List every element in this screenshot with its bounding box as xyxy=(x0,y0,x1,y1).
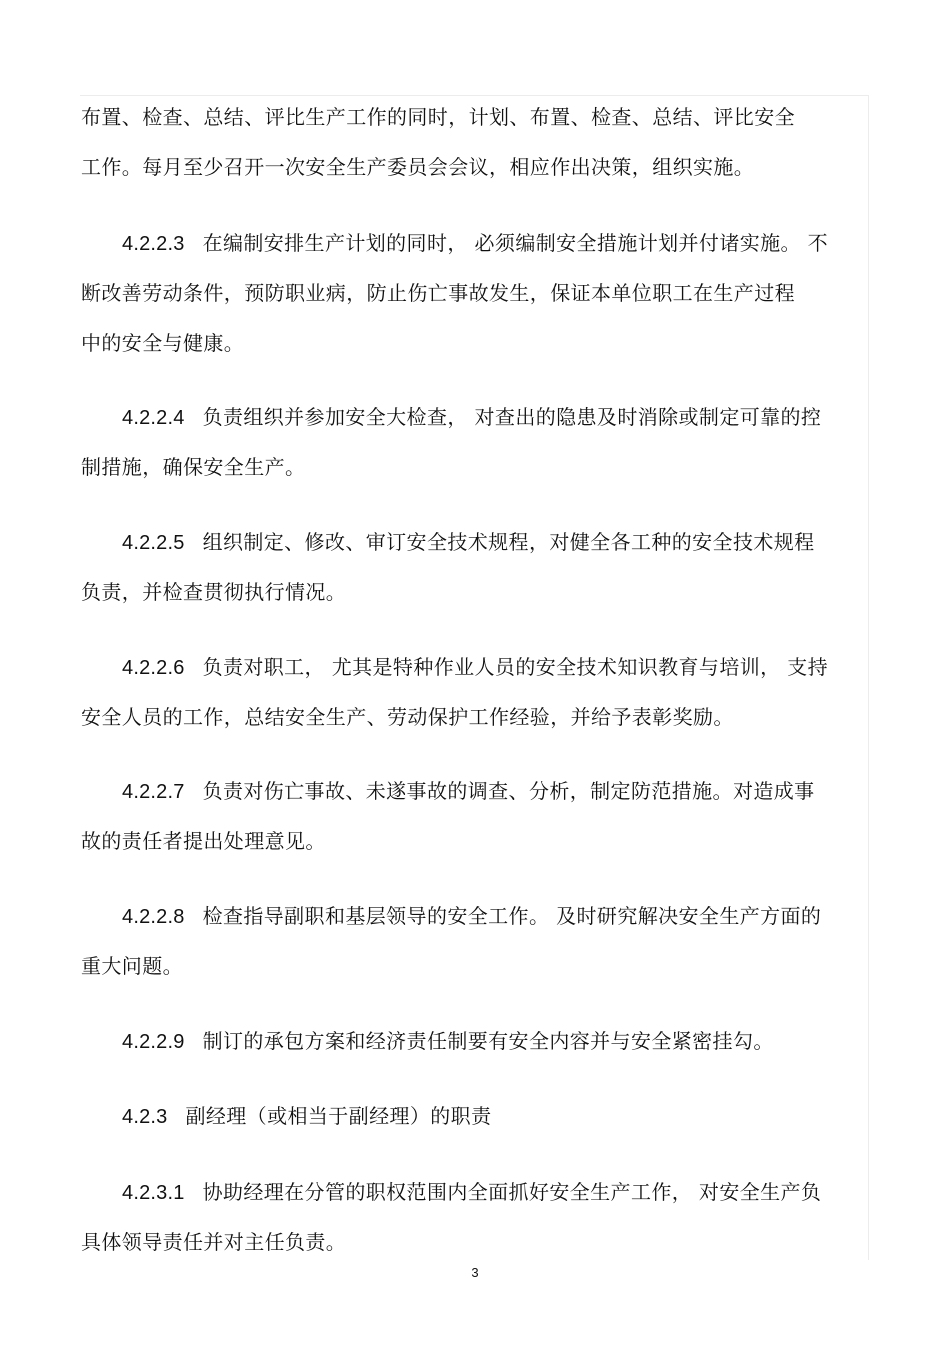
text-line: 安全人员的工作，总结安全生产、劳动保护工作经验，并给予表彰奖励。 xyxy=(81,705,734,729)
clause-number: 4.2.2.4 xyxy=(122,407,185,429)
clause-number: 4.2.2.6 xyxy=(122,657,185,679)
text-line: 重大问题。 xyxy=(81,954,183,978)
text-line: 布置、检查、总结、评比生产工作的同时，计划、布置、检查、总结、评比安全 xyxy=(81,105,795,129)
section-heading-4-2-3: 4.2.3 副经理（或相当于副经理）的职责 xyxy=(122,1104,492,1128)
clause-4-2-3-1: 4.2.3.1 协助经理在分管的职权范围内全面抓好安全生产工作， 对安全生产负 xyxy=(122,1180,822,1204)
clause-number: 4.2.3.1 xyxy=(122,1182,185,1204)
clause-4-2-2-4: 4.2.2.4 负责组织并参加安全大检查， 对查出的隐患及时消除或制定可靠的控 xyxy=(122,405,822,429)
clause-number: 4.2.2.5 xyxy=(122,532,185,554)
clause-number: 4.2.2.8 xyxy=(122,906,185,928)
clause-number: 4.2.2.9 xyxy=(122,1031,185,1053)
text-line: 断改善劳动条件，预防职业病，防止伤亡事故发生，保证本单位职工在生产过程 xyxy=(81,281,795,305)
text-line: 工作。每月至少召开一次安全生产委员会会议，相应作出决策，组织实施。 xyxy=(81,155,755,179)
text-line: 负责，并检查贯彻执行情况。 xyxy=(81,580,347,604)
text-line: 具体领导责任并对主任负责。 xyxy=(81,1230,347,1254)
clause-4-2-2-6: 4.2.2.6 负责对职工， 尤其是特种作业人员的安全技术知识教育与培训， 支持 xyxy=(122,655,829,679)
clause-4-2-2-5: 4.2.2.5 组织制定、修改、审订安全技术规程，对健全各工种的安全技术规程 xyxy=(122,530,815,554)
clause-number: 4.2.2.3 xyxy=(122,233,185,255)
clause-4-2-2-9: 4.2.2.9 制订的承包方案和经济责任制要有安全内容并与安全紧密挂勾。 xyxy=(122,1029,774,1053)
text-line: 制措施，确保安全生产。 xyxy=(81,455,306,479)
text-line: 故的责任者提出处理意见。 xyxy=(81,829,326,853)
text-line: 中的安全与健康。 xyxy=(81,331,245,355)
clause-number: 4.2.3 xyxy=(122,1106,168,1128)
clause-4-2-2-3: 4.2.2.3 在编制安排生产计划的同时， 必须编制安全措施计划并付诸实施。 不 xyxy=(122,231,829,255)
clause-4-2-2-7: 4.2.2.7 负责对伤亡事故、未遂事故的调查、分析，制定防范措施。对造成事 xyxy=(122,779,815,803)
clause-4-2-2-8: 4.2.2.8 检查指导副职和基层领导的安全工作。 及时研究解决安全生产方面的 xyxy=(122,904,822,928)
page-number: 3 xyxy=(471,1265,479,1280)
clause-number: 4.2.2.7 xyxy=(122,781,185,803)
